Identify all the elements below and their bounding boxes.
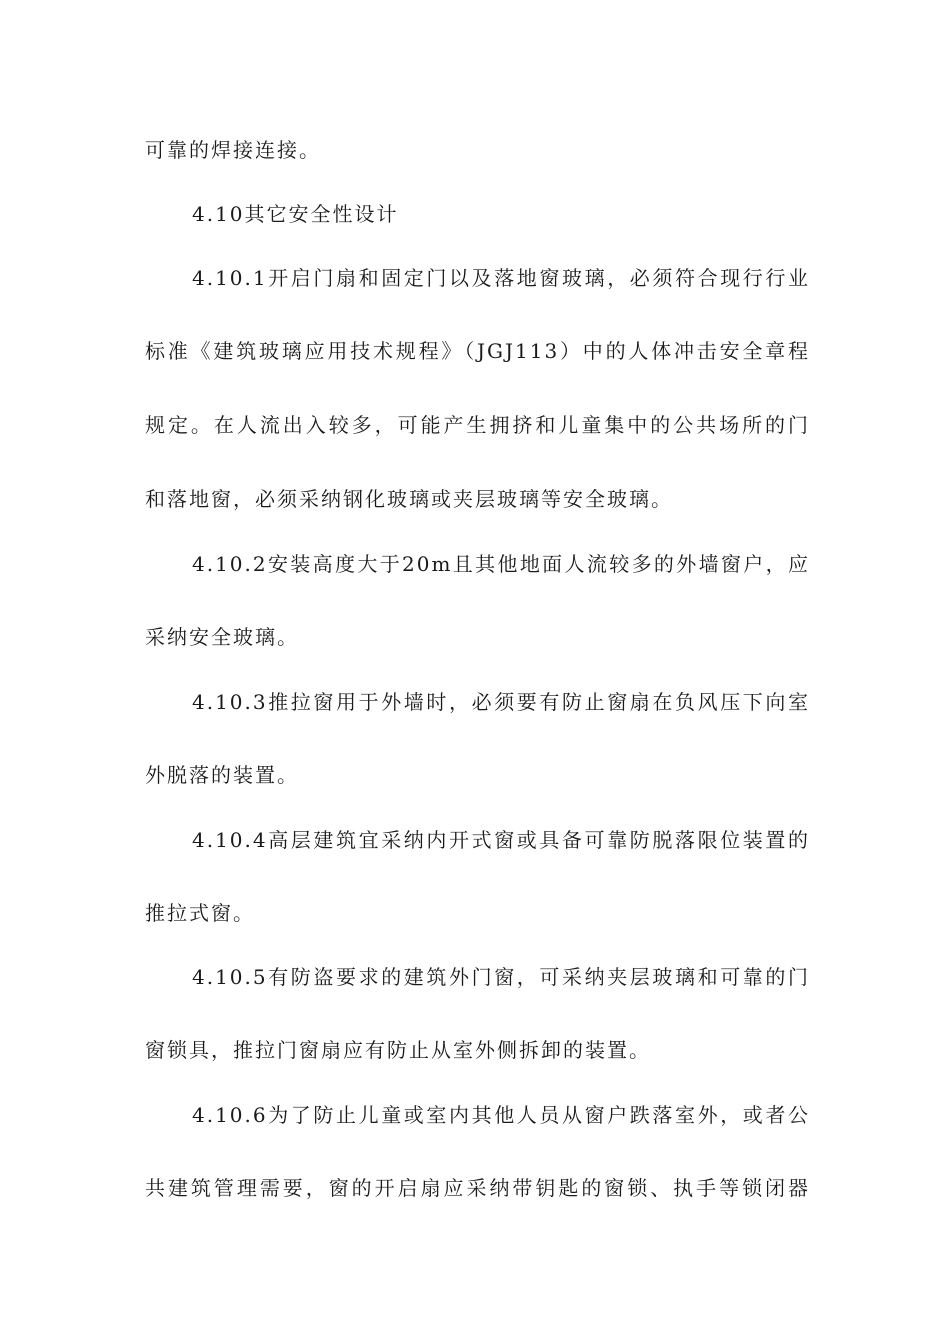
paragraph-line: 共建筑管理需要，窗的开启扇应采纳带钥匙的窗锁、执手等锁闭器 bbox=[145, 1176, 810, 1200]
paragraph-line: 推拉式窗。 bbox=[145, 901, 255, 925]
section-heading: 4.10其它安全性设计 bbox=[192, 202, 399, 226]
paragraph-line: 和落地窗，必须采纳钢化玻璃或夹层玻璃等安全玻璃。 bbox=[145, 487, 673, 511]
paragraph-line: 采纳安全玻璃。 bbox=[145, 625, 299, 649]
paragraph-line: 外脱落的装置。 bbox=[145, 763, 299, 787]
paragraph-line: 规定。在人流出入较多，可能产生拥挤和儿童集中的公共场所的门 bbox=[145, 413, 810, 437]
paragraph-line: 可靠的焊接连接。 bbox=[145, 138, 321, 162]
paragraph-line: 4.10.5有防盗要求的建筑外门窗，可采纳夹层玻璃和可靠的门 bbox=[192, 965, 810, 989]
paragraph-line: 4.10.2安装高度大于20m且其他地面人流较多的外墙窗户，应 bbox=[192, 552, 810, 576]
paragraph-line: 标准《建筑玻璃应用技术规程》（JGJ113）中的人体冲击安全章程 bbox=[145, 339, 810, 363]
paragraph-line: 4.10.4高层建筑宜采纳内开式窗或具备可靠防脱落限位装置的 bbox=[192, 828, 810, 852]
paragraph-line: 窗锁具，推拉门窗扇应有防止从室外侧拆卸的装置。 bbox=[145, 1038, 651, 1062]
paragraph-line: 4.10.1开启门扇和固定门以及落地窗玻璃，必须符合现行行业 bbox=[192, 266, 810, 290]
paragraph-line: 4.10.6为了防止儿童或室内其他人员从窗户跌落室外，或者公 bbox=[192, 1103, 810, 1127]
paragraph-line: 4.10.3推拉窗用于外墙时，必须要有防止窗扇在负风压下向室 bbox=[192, 690, 810, 714]
